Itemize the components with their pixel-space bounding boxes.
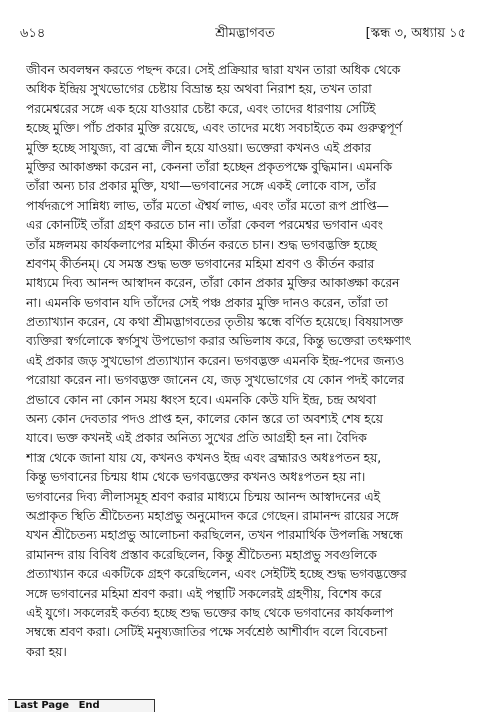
- text-line: যাবে। ভক্ত কখনই এই প্রকার অনিত্য সুখের প্রতি আগ্রহী হন না। বৈদিক: [26, 430, 367, 446]
- text-line: শাস্ত্র থেকে জানা যায় যে, কখনও কখনও ইন্দ্র এবং ব্রহ্মারও অধঃপতন হয়,: [26, 449, 382, 465]
- text-line: ভগবানের দিব্য লীলাসমূহ শ্রবণ করার মাধ্যমে চিন্ময় আনন্দ আস্বাদনের এই: [26, 488, 380, 504]
- text-line: পরোয়া করেন না। ভগবদ্ভক্ত জানেন যে, জড় সুখভোগের যে কোন পদই কালের: [26, 372, 405, 388]
- text-line: এই যুগে। সকলেরই কর্তব্য হচ্ছে শুদ্ধ ভক্তের কাছ থেকে ভগবানের কার্যকলাপ: [26, 604, 394, 620]
- text-line: মুক্তির আকাঙ্ক্ষা করেন না, কেননা তাঁরা হচ্ছেন প্রকৃতপক্ষে বুদ্ধিমান। এমনকি: [26, 158, 392, 174]
- section-reference: [স্কন্ধ ৩, অধ্যায় ১৫: [365, 26, 466, 41]
- text-line: সঙ্গে ভগবানের মহিমা শ্রবণ করা। এই পন্থাটি সকলেরই গ্রহণীয়, বিশেষ করে: [26, 585, 382, 601]
- page-number: ৬১৪: [20, 26, 46, 41]
- text-line: এই প্রকার জড় সুখভোগ প্রত্যাখ্যান করেন। ভগবদ্ভক্ত এমনকি ইন্দ্র-পদের জন্যও: [26, 352, 405, 368]
- body-text: [26, 60, 472, 661]
- text-line: করা হয়।: [26, 643, 67, 659]
- text-line: এর কোনটিই তাঁরা গ্রহণ করতে চান না। তাঁরা কেবল পরমেশ্বর ভগবান এবং: [26, 217, 383, 233]
- text-line: অন্য কোন দেবতার পদও প্রাপ্ত হন, কালের কোন স্তরে তা অবশ্যই শেষ হয়ে: [26, 411, 383, 427]
- text-line: প্রত্যাখ্যান করেন, যে কথা শ্রীমদ্ভাগবতের তৃতীয় স্কন্ধে বর্ণিত হয়েছে। বিষয়াসক্ত: [26, 314, 403, 330]
- text-line: ব্যক্তিরা স্বর্গলোকে স্বর্গসুখ উপভোগ করার অভিলাষ করে, কিন্তু ভক্তেরা তৎক্ষণাৎ: [26, 333, 412, 349]
- text-line: অধিক ইন্দ্রিয় সুখভোগের চেষ্টায় বিভ্রান্ত হয় অথবা নিরাশ হয়, তখন তারা: [26, 81, 372, 97]
- text-line: শ্রবণম্ কীর্তনম্। যে সমস্ত শুদ্ধ ভক্ত ভগবানের মহিমা শ্রবণ ও কীর্তন করার: [26, 255, 375, 271]
- text-line: রামানন্দ রায় বিবিধ প্রস্তাব করেছিলেন, কিন্তু শ্রীচৈতন্য মহাপ্রভু সবগুলিকে: [26, 546, 377, 562]
- text-line: মাধ্যমে দিব্য আনন্দ আস্বাদন করেন, তাঁরা কোন প্রকার মুক্তির আকাঙ্ক্ষা করেন: [26, 275, 400, 291]
- page-header: [20, 24, 470, 46]
- text-line: পরমেশ্বরের সঙ্গে এক হয়ে যাওয়ার চেষ্টা করে, এবং তাদের ধারণায় সেটিই: [26, 100, 376, 116]
- last-page-link[interactable]: Last Page: [14, 700, 70, 711]
- end-link[interactable]: End: [78, 700, 100, 711]
- text-line: সম্বন্ধে শ্রবণ করা। সেটিই মনুষ্যজাতির পক্ষে সর্বশ্রেষ্ঠ আশীর্বাদ বলে বিবেচনা: [26, 624, 388, 640]
- text-line: হচ্ছে মুক্তি। পাঁচ প্রকার মুক্তি রয়েছে, এবং তাদের মধ্যে সবচাইতে কম গুরুত্বপূর্ণ: [26, 120, 402, 136]
- text-line: পার্ষদরূপে সান্নিধ্য লাভ, তাঁর মতো ঐশ্বর্য লাভ, এবং তাঁর মতো রূপ প্রাপ্তি—: [26, 197, 389, 213]
- text-line: মুক্তি হচ্ছে সাযুজ্য, বা ব্রহ্মে লীন হয়ে যাওয়া। ভক্তেরা কখনও এই প্রকার: [26, 139, 371, 155]
- navigation-bar: [8, 699, 155, 712]
- text-line: জীবন অবলম্বন করতে পছন্দ করে। সেই প্রক্রিয়ার দ্বারা যখন তারা অধিক থেকে: [26, 62, 401, 77]
- text-line: প্রত্যাখ্যান করে একটিকে গ্রহণ করেছিলেন, এবং সেইটিই হচ্ছে শুদ্ধ ভগবদ্ভক্তের: [26, 566, 407, 582]
- text-line: যখন শ্রীচৈতন্য মহাপ্রভু আলোচনা করছিলেন, তখন পারমার্থিক উপলব্ধি সম্বন্ধে: [26, 527, 403, 543]
- text-line: না। এমনকি ভগবান যদি তাঁদের সেই পঞ্চ প্রকার মুক্তি দানও করেন, তাঁরা তা: [26, 294, 388, 310]
- book-title: শ্রীমদ্ভাগবত: [215, 26, 275, 41]
- text-line: তাঁর মঙ্গলময় কার্যকলাপের মহিমা কীর্তন করতে চান। শুদ্ধ ভগবদ্ভক্তি হচ্ছে: [26, 236, 377, 252]
- text-line: কিন্তু ভগবানের চিন্ময় ধাম থেকে ভগবদ্ভক্তের কখনও অধঃপতন হয় না।: [26, 469, 366, 485]
- text-line: প্রভাবে কোন না কোন সময় ধ্বংস হবে। এমনকি কেউ যদি ইন্দ্র, চন্দ্র অথবা: [26, 391, 377, 407]
- text-line: তাঁরা অন্য চার প্রকার মুক্তি, যথা—ভগবানের সঙ্গে একই লোকে বাস, তাঁর: [26, 178, 376, 194]
- text-line: অপ্রাকৃত স্থিতি শ্রীচৈতন্য মহাপ্রভু অনুমোদন করে গেছেন। রামানন্দ রায়ের সঙ্গে: [26, 507, 399, 523]
